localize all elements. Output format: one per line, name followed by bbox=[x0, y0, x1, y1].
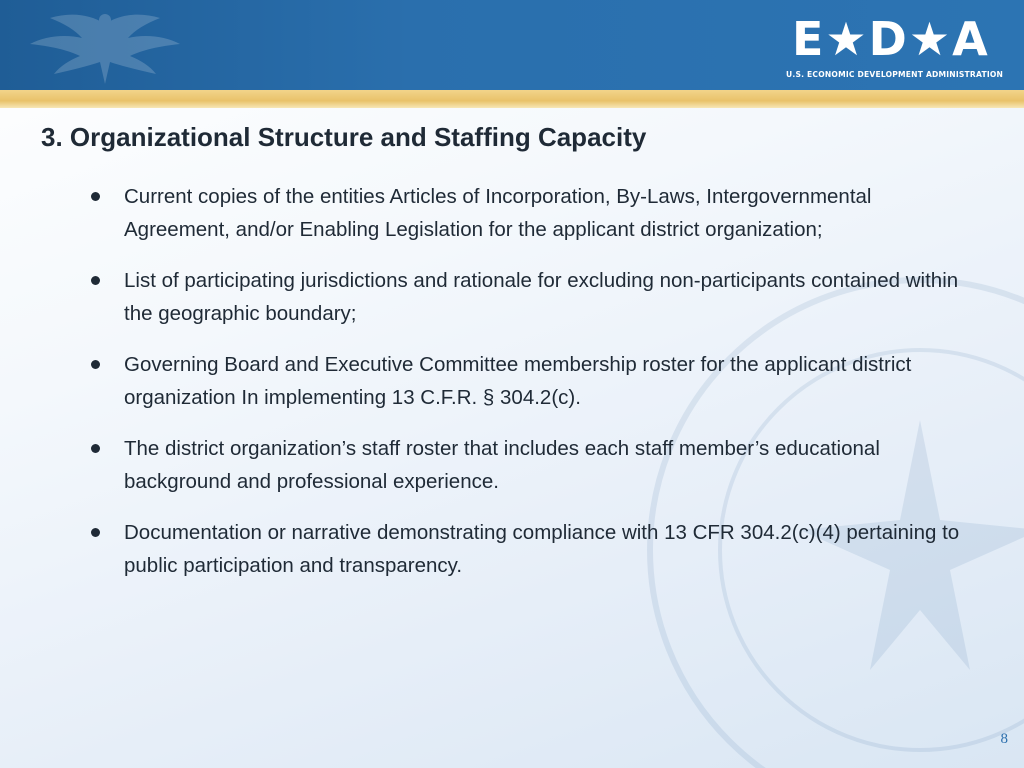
bullet-text: The district organization’s staff roster that includes each staff member’s educational background and professional experience. bbox=[124, 437, 880, 493]
bullet-item bbox=[86, 348, 966, 414]
slide-title: 3. Organizational Structure and Staffing Capacity bbox=[41, 122, 647, 152]
eagle-icon bbox=[10, 4, 200, 88]
bullet-text: Documentation or narrative demonstrating compliance with 13 CFR 304.2(c)(4) pertaining to public participation and transparency. bbox=[124, 521, 960, 577]
eda-logo-text: E★D★A bbox=[792, 12, 990, 66]
bullet-item bbox=[86, 516, 966, 582]
bullet-dot-icon bbox=[91, 528, 100, 537]
bullet-dot-icon bbox=[91, 360, 100, 369]
bullet-item bbox=[86, 432, 966, 498]
page-number: 8 bbox=[1000, 731, 1008, 747]
bullet-dot-icon bbox=[91, 444, 100, 453]
bullet-text: Governing Board and Executive Committee membership roster for the applicant district organization In implementing 13 C.F.R. § 304.2(c). bbox=[124, 353, 912, 409]
eda-logo-subtitle: U.S. ECONOMIC DEVELOPMENT ADMINISTRATION bbox=[786, 70, 1004, 79]
eda-logo bbox=[786, 12, 1004, 84]
bullet-item bbox=[86, 264, 966, 330]
bullet-list bbox=[86, 180, 966, 600]
gold-band bbox=[0, 90, 1024, 108]
bullet-text: Current copies of the entities Articles of Incorporation, By-Laws, Intergovernmental Agreement, and/or Enabling Legislation for the applicant district organization; bbox=[124, 185, 872, 241]
bullet-item bbox=[86, 180, 966, 246]
bullet-text: List of participating jurisdictions and rationale for excluding non-participants contained within the geographic boundary; bbox=[124, 269, 959, 325]
bullet-dot-icon bbox=[91, 192, 100, 201]
header-banner bbox=[0, 0, 1024, 90]
bullet-dot-icon bbox=[91, 276, 100, 285]
